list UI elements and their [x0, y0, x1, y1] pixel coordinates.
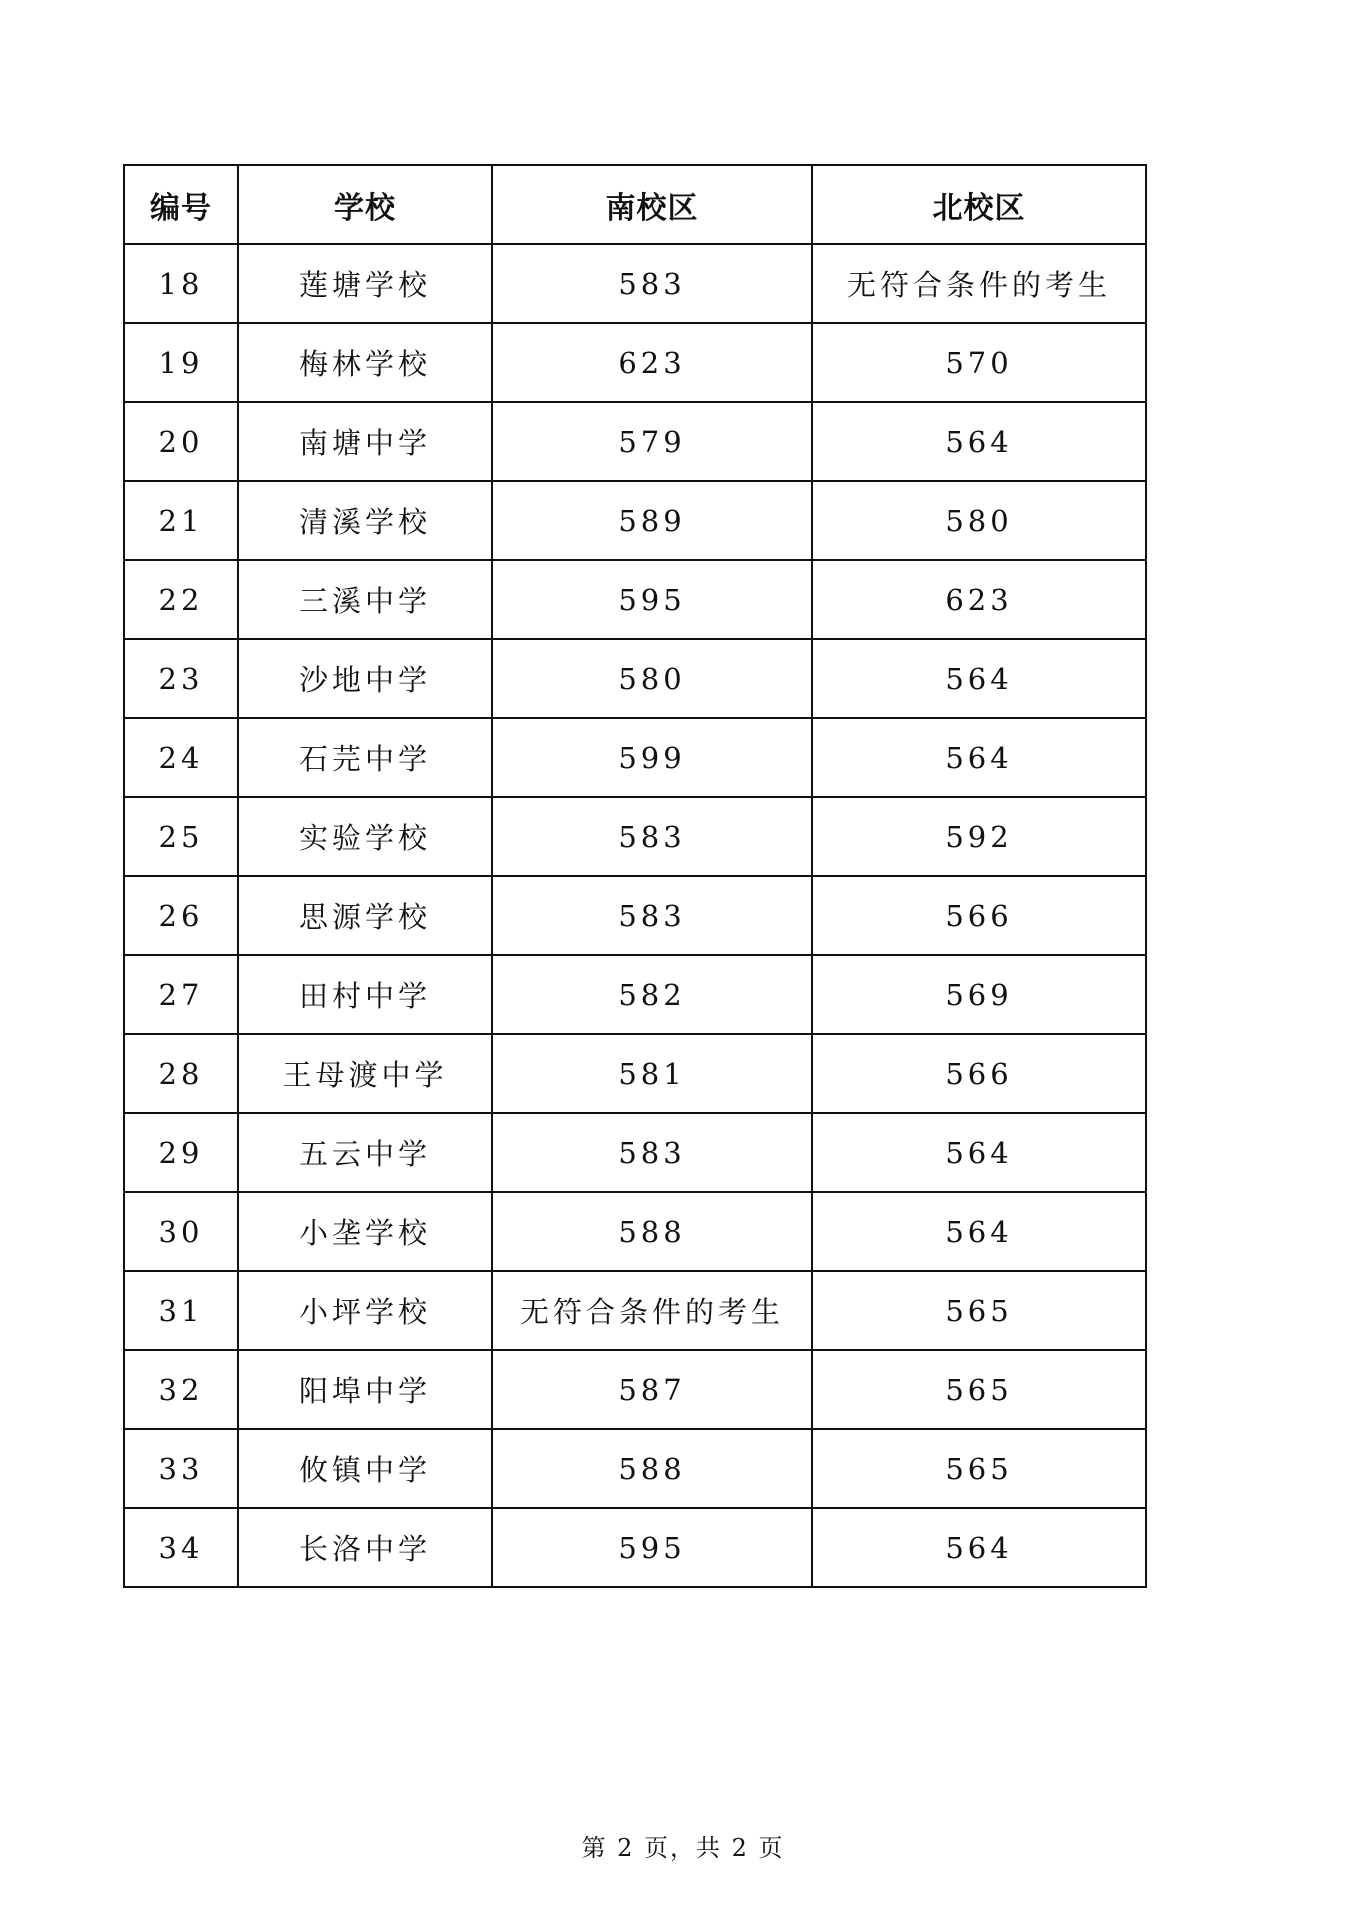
table-row — [124, 797, 1146, 876]
cell-school: 南塘中学 — [238, 402, 492, 481]
cell-south-campus: 583 — [492, 244, 812, 323]
cell-south-campus: 无符合条件的考生 — [492, 1271, 812, 1350]
table-row — [124, 1034, 1146, 1113]
cell-north-campus: 564 — [812, 639, 1146, 718]
cell-south-campus: 583 — [492, 797, 812, 876]
cell-south-campus: 580 — [492, 639, 812, 718]
cell-number: 25 — [124, 797, 238, 876]
cell-north-campus: 566 — [812, 1034, 1146, 1113]
cell-north-campus: 565 — [812, 1350, 1146, 1429]
table-body — [124, 244, 1146, 1587]
cell-number: 18 — [124, 244, 238, 323]
cell-school: 梅林学校 — [238, 323, 492, 402]
cell-south-campus: 587 — [492, 1350, 812, 1429]
cell-number: 30 — [124, 1192, 238, 1271]
cell-south-campus: 583 — [492, 1113, 812, 1192]
table-row — [124, 876, 1146, 955]
cell-number: 20 — [124, 402, 238, 481]
cell-school: 沙地中学 — [238, 639, 492, 718]
cell-school: 三溪中学 — [238, 560, 492, 639]
table-row — [124, 402, 1146, 481]
cell-north-campus: 580 — [812, 481, 1146, 560]
cell-number: 34 — [124, 1508, 238, 1587]
cell-number: 28 — [124, 1034, 238, 1113]
cell-south-campus: 623 — [492, 323, 812, 402]
cell-number: 19 — [124, 323, 238, 402]
header-north-campus: 北校区 — [812, 165, 1146, 244]
cell-north-campus: 565 — [812, 1429, 1146, 1508]
cell-north-campus: 564 — [812, 1508, 1146, 1587]
cell-south-campus: 581 — [492, 1034, 812, 1113]
cell-south-campus: 579 — [492, 402, 812, 481]
cell-number: 29 — [124, 1113, 238, 1192]
cell-school: 攸镇中学 — [238, 1429, 492, 1508]
cell-south-campus: 588 — [492, 1192, 812, 1271]
table-row — [124, 1113, 1146, 1192]
cell-north-campus: 592 — [812, 797, 1146, 876]
cell-school: 思源学校 — [238, 876, 492, 955]
table-row — [124, 718, 1146, 797]
cell-number: 27 — [124, 955, 238, 1034]
cell-south-campus: 595 — [492, 1508, 812, 1587]
cell-school: 小垄学校 — [238, 1192, 492, 1271]
cell-north-campus: 564 — [812, 1113, 1146, 1192]
table-row — [124, 1350, 1146, 1429]
table-row — [124, 560, 1146, 639]
cell-school: 阳埠中学 — [238, 1350, 492, 1429]
cell-school: 田村中学 — [238, 955, 492, 1034]
cell-school: 五云中学 — [238, 1113, 492, 1192]
cell-school: 石芫中学 — [238, 718, 492, 797]
cell-number: 21 — [124, 481, 238, 560]
header-row — [124, 165, 1146, 244]
cell-school: 清溪学校 — [238, 481, 492, 560]
cell-south-campus: 582 — [492, 955, 812, 1034]
table-row — [124, 1271, 1146, 1350]
cell-number: 23 — [124, 639, 238, 718]
header-south-campus: 南校区 — [492, 165, 812, 244]
cell-north-campus: 569 — [812, 955, 1146, 1034]
cell-north-campus: 566 — [812, 876, 1146, 955]
cell-south-campus: 588 — [492, 1429, 812, 1508]
cell-number: 24 — [124, 718, 238, 797]
cell-north-campus: 564 — [812, 1192, 1146, 1271]
table-row — [124, 955, 1146, 1034]
cell-school: 莲塘学校 — [238, 244, 492, 323]
cell-south-campus: 599 — [492, 718, 812, 797]
table-row — [124, 323, 1146, 402]
cell-number: 22 — [124, 560, 238, 639]
cell-number: 33 — [124, 1429, 238, 1508]
cell-north-campus: 无符合条件的考生 — [812, 244, 1146, 323]
cell-north-campus: 570 — [812, 323, 1146, 402]
cell-north-campus: 623 — [812, 560, 1146, 639]
cell-school: 实验学校 — [238, 797, 492, 876]
cell-number: 31 — [124, 1271, 238, 1350]
header-number: 编号 — [124, 165, 238, 244]
score-table — [123, 164, 1147, 1588]
page-number: 第 2 页，共 2 页 — [581, 1834, 785, 1862]
table-row — [124, 1192, 1146, 1271]
cell-south-campus: 583 — [492, 876, 812, 955]
table-row — [124, 481, 1146, 560]
cell-north-campus: 564 — [812, 718, 1146, 797]
cell-school: 小坪学校 — [238, 1271, 492, 1350]
cell-number: 32 — [124, 1350, 238, 1429]
cell-south-campus: 589 — [492, 481, 812, 560]
cell-school: 王母渡中学 — [238, 1034, 492, 1113]
cell-number: 26 — [124, 876, 238, 955]
cell-south-campus: 595 — [492, 560, 812, 639]
table-row — [124, 639, 1146, 718]
cell-school: 长洛中学 — [238, 1508, 492, 1587]
table-row — [124, 244, 1146, 323]
table-row — [124, 1508, 1146, 1587]
header-school: 学校 — [238, 165, 492, 244]
table-row — [124, 1429, 1146, 1508]
cell-north-campus: 565 — [812, 1271, 1146, 1350]
cell-north-campus: 564 — [812, 402, 1146, 481]
